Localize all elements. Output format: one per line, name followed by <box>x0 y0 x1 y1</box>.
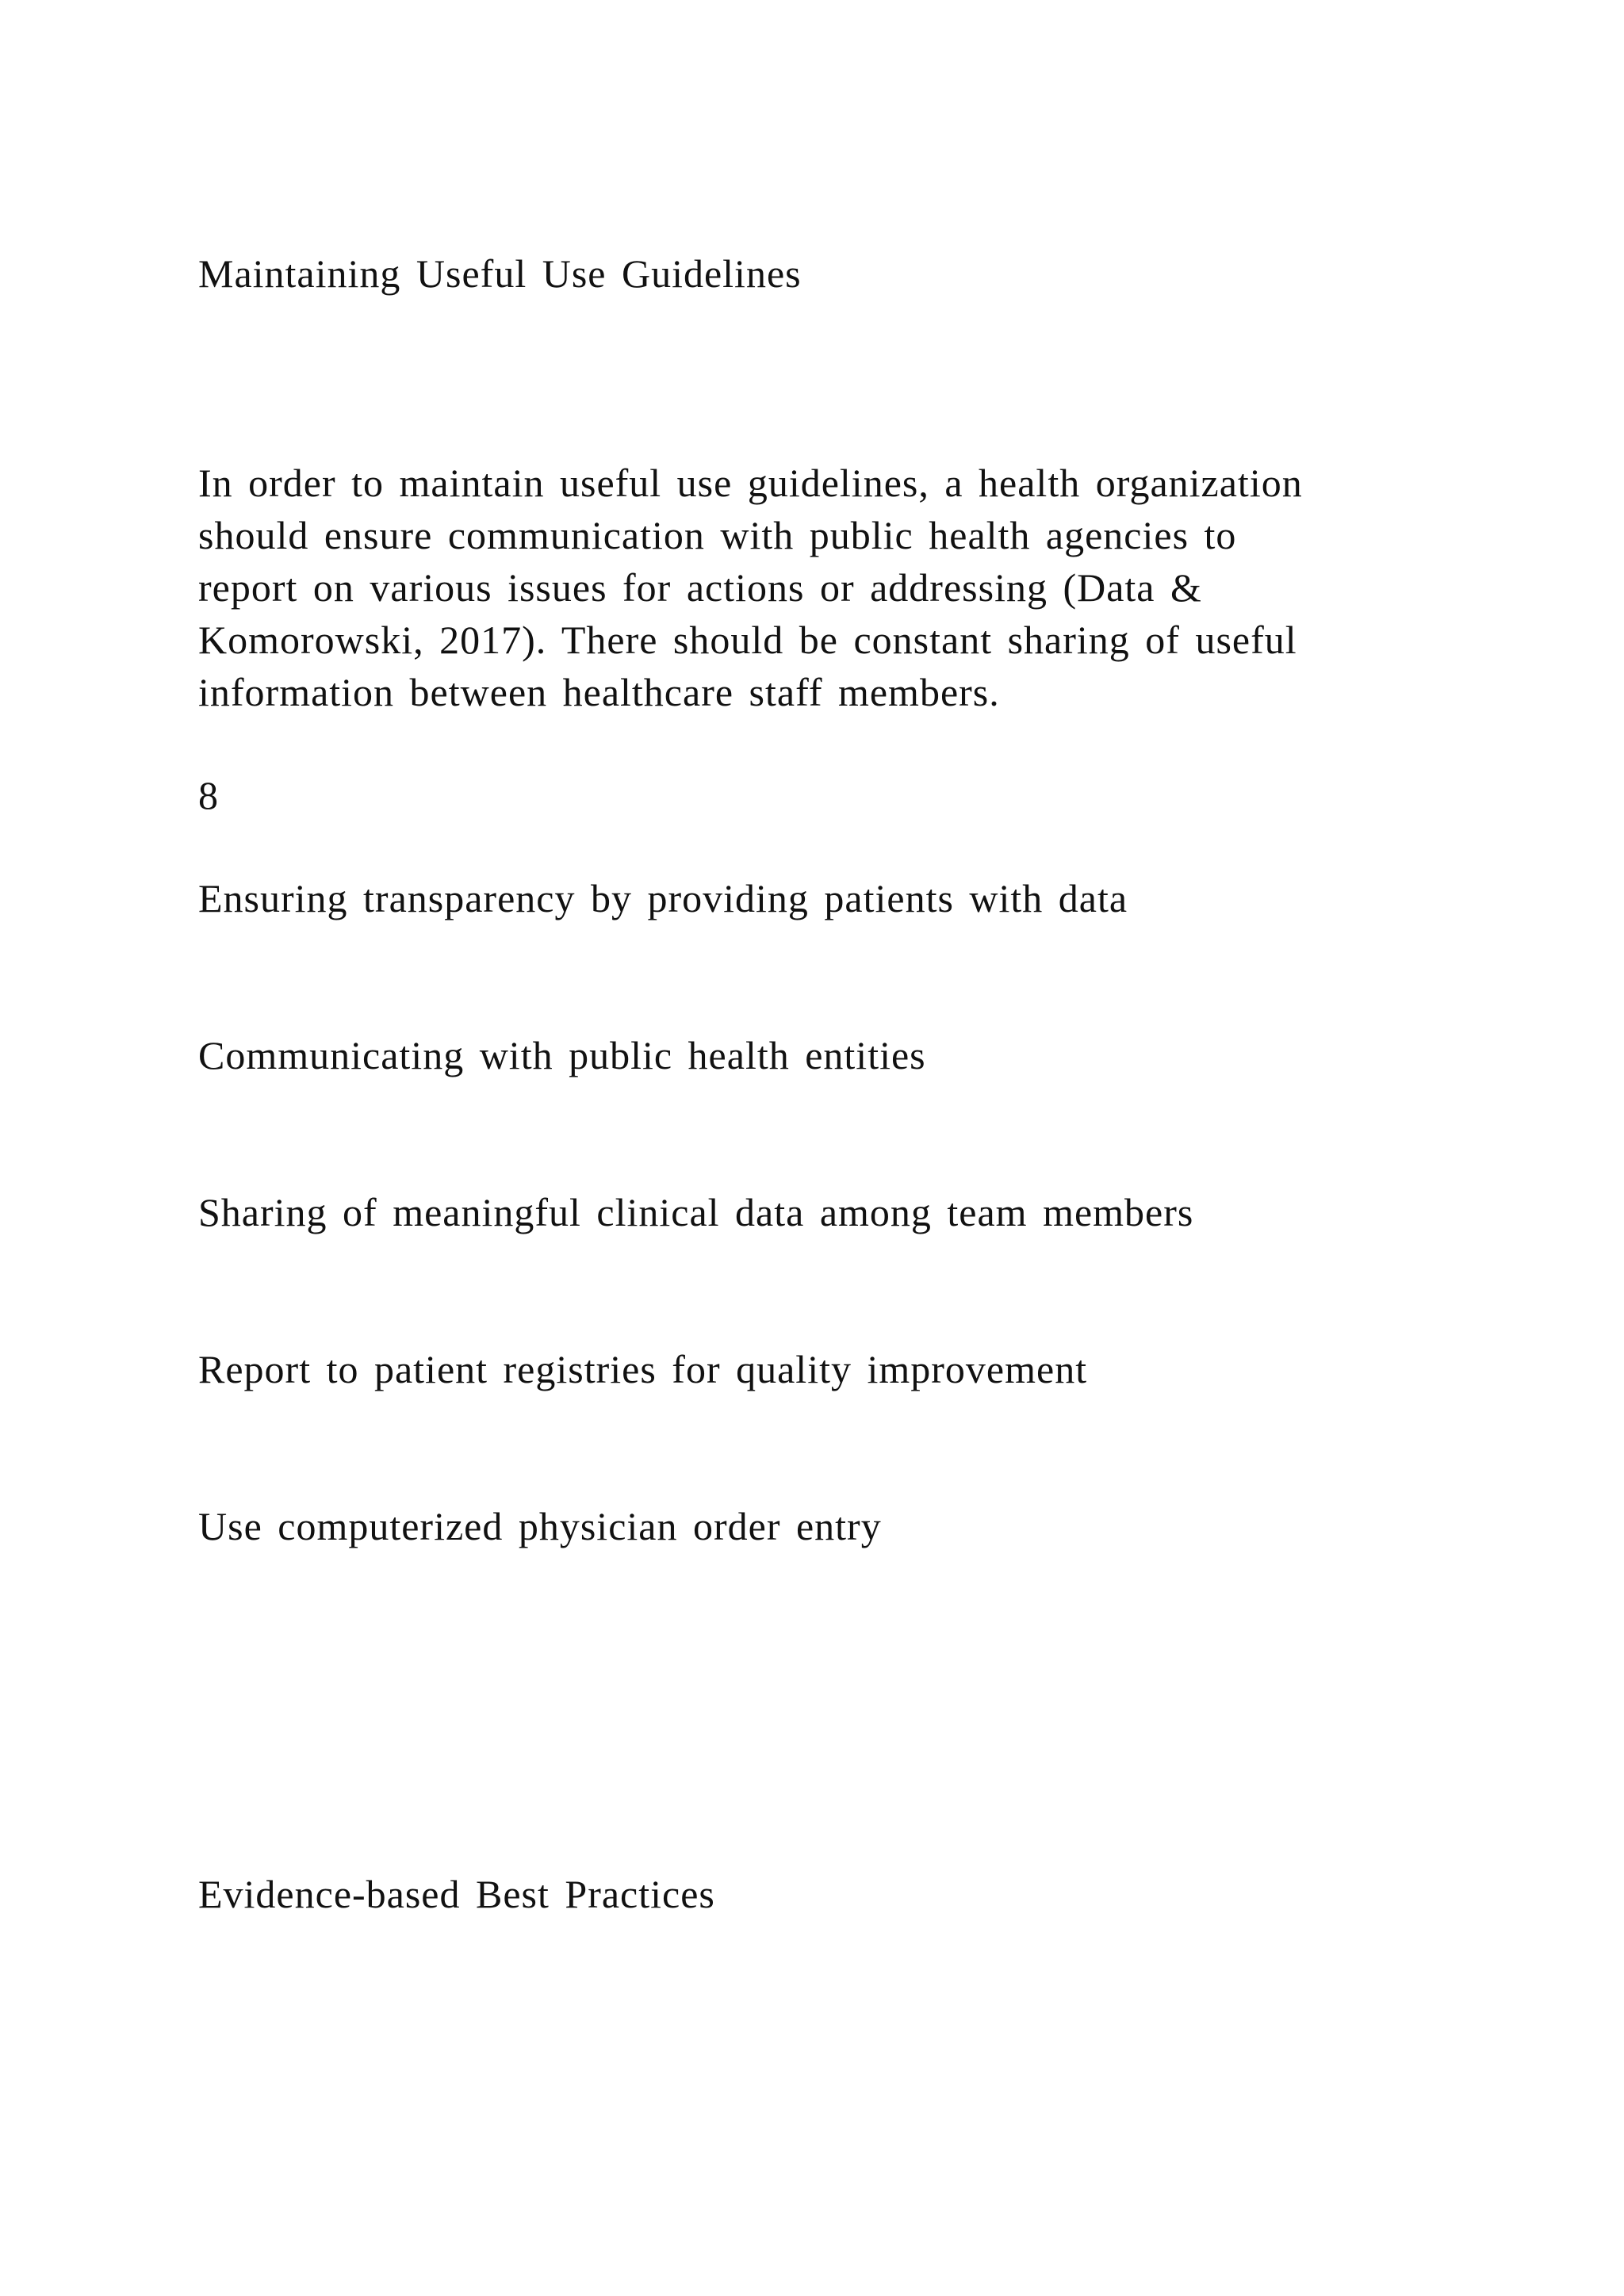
paragraph-line: information between healthcare staff members. <box>198 670 1000 714</box>
list-item: Report to patient registries for quality improvement <box>198 1347 1088 1391</box>
paragraph-line: should ensure communication with public health agencies to <box>198 513 1237 557</box>
paragraph-line: report on various issues for actions or addressing (Data & <box>198 565 1202 610</box>
paragraph-line: Komorowski, 2017). There should be constant sharing of useful <box>198 618 1297 662</box>
section-heading: Maintaining Useful Use Guidelines <box>198 251 802 296</box>
list-item: Ensuring transparency by providing patients with data <box>198 876 1128 920</box>
list-item: Use computerized physician order entry <box>198 1504 882 1548</box>
list-item: Communicating with public health entities <box>198 1033 926 1077</box>
list-item: Sharing of meaningful clinical data among team members <box>198 1190 1194 1234</box>
paragraph-line: In order to maintain useful use guidelines, a health organization <box>198 461 1303 505</box>
next-section-heading: Evidence-based Best Practices <box>198 1872 715 1916</box>
page-number: 8 <box>198 773 219 817</box>
body-paragraph <box>198 457 1435 718</box>
